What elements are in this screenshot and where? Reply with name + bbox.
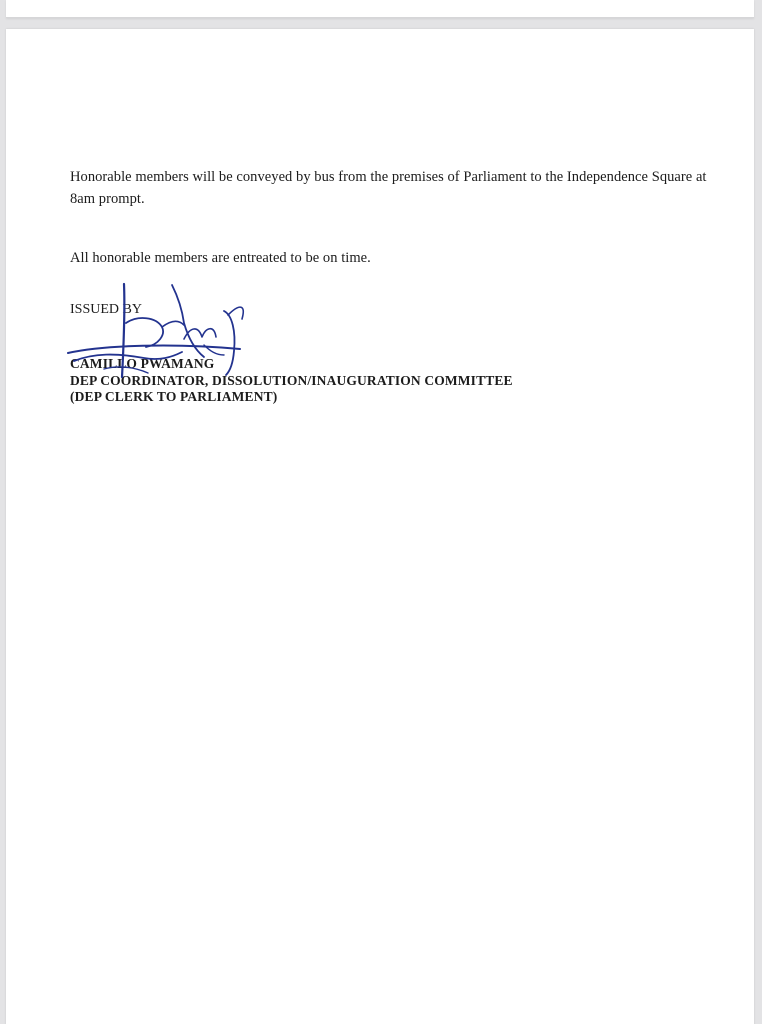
issued-by-label: ISSUED BY [70,302,142,317]
signatory-title: DEP COORDINATOR, DISSOLUTION/INAUGURATION COMMITTEE [70,372,513,388]
paragraph-transport: Honorable members will be conveyed by bus from the premises of Parliament to the Independence Square at 8am prompt. [70,169,707,207]
signatory-subtitle: (DEP CLERK TO PARLIAMENT) [70,389,278,404]
previous-page-edge [6,0,754,18]
document-page [6,29,754,1024]
paragraph-punctuality: All honorable members are entreated to be on time. [70,250,371,266]
signature-block [70,356,513,406]
signatory-name: CAMILLO PWAMANG [70,356,215,371]
